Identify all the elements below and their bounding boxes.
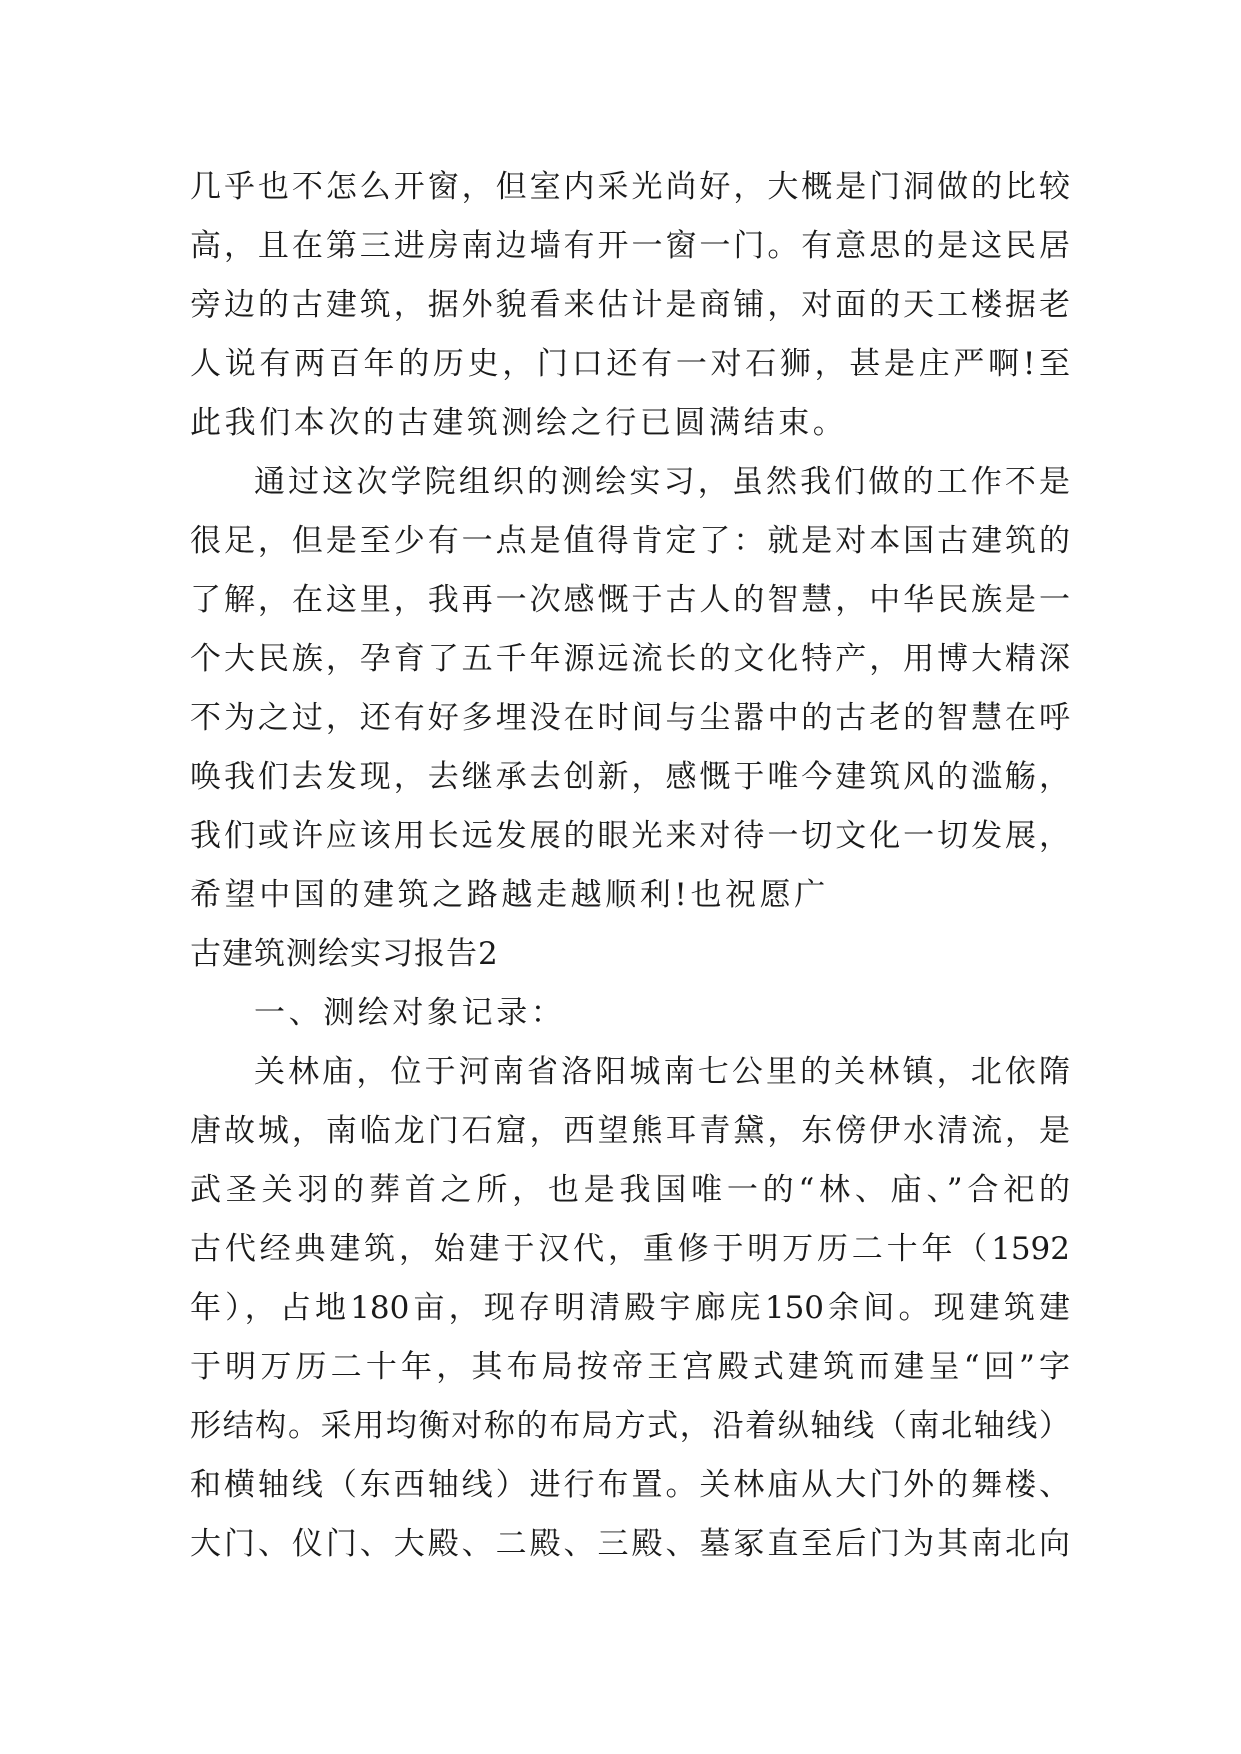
text-line: 了解，在这里，我再一次感慨于古人的智慧，中华民族是一 xyxy=(190,582,1070,618)
text-line: 我们或许应该用长远发展的眼光来对待一切文化一切发展， xyxy=(190,818,1070,854)
text-line: 于明万历二十年，其布局按帝王宫殿式建筑而建呈“回”字 xyxy=(190,1349,1070,1385)
text-line: 个大民族，孕育了五千年源远流长的文化特产，用博大精深 xyxy=(190,641,1070,677)
text-line: 不为之过，还有好多埋没在时间与尘嚣中的古老的智慧在呼 xyxy=(190,700,1070,736)
text-line: 此我们本次的古建筑测绘之行已圆满结束。 xyxy=(190,405,848,441)
section-heading: 古建筑测绘实习报告2 xyxy=(190,936,499,972)
text-line: 人说有两百年的历史，门口还有一对石狮，甚是庄严啊!至 xyxy=(190,346,1070,382)
text-line: 唐故城，南临龙门石窟，西望熊耳青黛，东傍伊水清流，是 xyxy=(190,1113,1070,1149)
text-line: 大门、仪门、大殿、二殿、三殿、墓冢直至后门为其南北向 xyxy=(190,1526,1070,1562)
text-line: 通过这次学院组织的测绘实习，虽然我们做的工作不是 xyxy=(254,464,1070,500)
text-line: 几乎也不怎么开窗，但室内采光尚好，大概是门洞做的比较 xyxy=(190,169,1070,205)
text-line: 年），占地180亩，现存明清殿宇廊庑150余间。现建筑建 xyxy=(190,1290,1070,1326)
text-line: 希望中国的建筑之路越走越顺利!也祝愿广 xyxy=(190,877,829,913)
text-line: 很足，但是至少有一点是值得肯定了：就是对本国古建筑的 xyxy=(190,523,1070,559)
text-line: 关林庙，位于河南省洛阳城南七公里的关林镇，北依隋 xyxy=(254,1054,1070,1090)
text-line: 一、测绘对象记录： xyxy=(254,995,566,1031)
text-line: 形结构。采用均衡对称的布局方式，沿着纵轴线（南北轴线） xyxy=(190,1408,1070,1444)
text-line: 武圣关羽的葬首之所，也是我国唯一的“林、庙、”合祀的 xyxy=(190,1172,1070,1208)
document-body xyxy=(190,158,1070,1574)
text-line: 旁边的古建筑，据外貌看来估计是商铺，对面的天工楼据老 xyxy=(190,287,1070,323)
text-line: 高，且在第三进房南边墙有开一窗一门。有意思的是这民居 xyxy=(190,228,1070,264)
text-line: 古代经典建筑，始建于汉代，重修于明万历二十年（1592 xyxy=(190,1231,1070,1267)
text-line: 和横轴线（东西轴线）进行布置。关林庙从大门外的舞楼、 xyxy=(190,1467,1070,1503)
text-line: 唤我们去发现，去继承去创新，感慨于唯今建筑风的滥觞， xyxy=(190,759,1070,795)
